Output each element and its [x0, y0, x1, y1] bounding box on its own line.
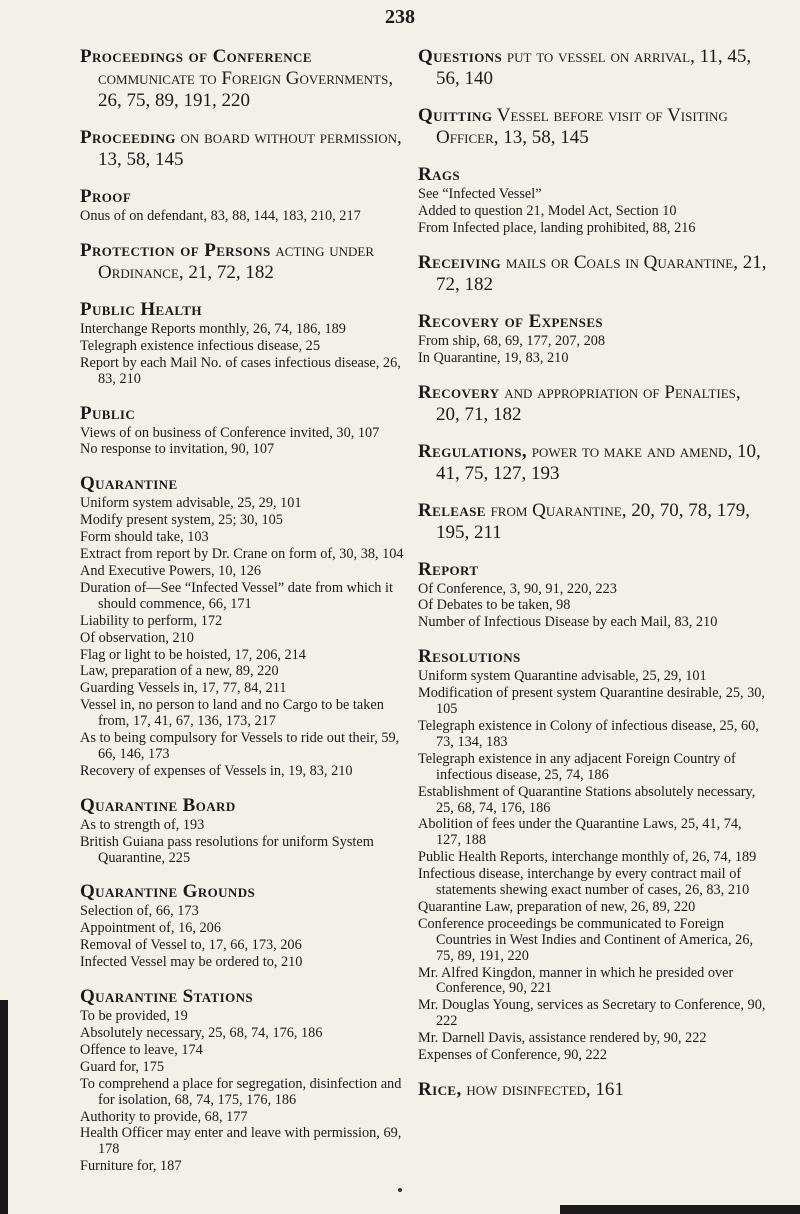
heading-text: and appropriation of Penalties, 20, 71, 182: [436, 381, 741, 425]
sub-entry: Vessel in, no person to land and no Cargo to be taken from, 17, 41, 67, 136, 173, 217: [80, 697, 384, 730]
heading-text: communicate to Foreign Governments, 26, 75, 89, 191, 220: [98, 68, 394, 111]
sub-entry: From ship, 68, 69, 177, 207, 208: [418, 332, 606, 349]
page-number: 238: [385, 6, 415, 28]
heading-text: put to vessel on arrival, 11, 45, 56, 140: [436, 46, 752, 89]
sub-entry: Infected Vessel may be ordered to, 210: [80, 954, 303, 971]
sub-entry: Selection of, 66, 173: [80, 903, 199, 920]
index-entry: [418, 382, 768, 426]
heading-text: Vessel before visit of Visiting Officer, 13, 58, 145: [436, 105, 728, 148]
sub-entry: No response to invitation, 90, 107: [80, 441, 275, 458]
sub-entry: And Executive Powers, 10, 126: [80, 562, 262, 579]
headword: Quarantine Grounds: [80, 881, 256, 903]
index-entry: [80, 240, 405, 284]
sub-entry: Duration of—See “Infected Vessel” date from which it should commence, 66, 171: [80, 579, 393, 612]
index-column-right: [418, 46, 768, 1116]
headword: Regulations,: [418, 440, 527, 462]
index-entry: [418, 559, 768, 632]
sub-entry: Onus of on defendant, 83, 88, 144, 183, 210, 217: [80, 208, 361, 224]
sub-entry: Telegraph existence infectious disease, 25: [80, 337, 320, 354]
entry-heading: [418, 559, 768, 581]
index-entry: [80, 46, 405, 112]
sub-entry: Of Debates to be taken, 98: [418, 597, 571, 614]
sub-entry: As to strength of, 193: [80, 816, 205, 833]
heading-text: from Quarantine, 20, 70, 78, 179, 195, 211: [436, 499, 750, 543]
sub-entry: Added to question 21, Model Act, Section 10: [418, 202, 677, 219]
sub-entry: Mr. Douglas Young, services as Secretary to Conference, 90, 222: [418, 997, 766, 1030]
index-entry: [418, 46, 768, 90]
index-entry: [80, 986, 405, 1175]
index-entry: [80, 795, 405, 867]
headword: Rice,: [418, 1079, 462, 1100]
sub-entry: Public Health Reports, interchange monthly of, 26, 74, 189: [418, 849, 757, 866]
headword: Resolutions: [418, 646, 521, 668]
entry-heading: [418, 311, 768, 333]
entry-heading: [418, 441, 768, 485]
sub-entry: Conference proceedings be communicated to Foreign Countries in West Indies and Continent of America, 26, 75, 89, 191, 220: [418, 915, 754, 964]
entry-heading: [80, 795, 405, 817]
sub-entry: Mr. Alfred Kingdon, manner in which he presided over Conference, 90, 221: [418, 964, 734, 997]
headword: Questions: [418, 46, 503, 67]
sub-entry: Of Conference, 3, 90, 91, 220, 223: [418, 580, 617, 597]
headword: Protection of Persons: [80, 239, 271, 261]
index-entry: [80, 299, 405, 388]
sub-entry: Abolition of fees under the Quarantine Laws, 25, 41, 74, 127, 188: [418, 816, 742, 849]
headword: Rags: [418, 164, 461, 185]
sub-entry: Absolutely necessary, 25, 68, 74, 176, 186: [80, 1025, 323, 1041]
sub-entry: Offence to leave, 174: [80, 1041, 203, 1058]
headword: Quarantine Stations: [80, 986, 254, 1008]
headword: Report: [418, 558, 479, 580]
sub-entry: Infectious disease, interchange by every contract mail of statements shewing exact number of cases, 26, 83, 210: [418, 866, 750, 899]
headword: Proceedings of Conference: [80, 46, 312, 67]
bottom-rule: [560, 1205, 800, 1214]
sub-entry: Expenses of Conference, 90, 222: [418, 1047, 607, 1064]
sub-entry: Modification of present system Quarantine desirable, 25, 30, 105: [418, 685, 766, 718]
index-entry: [418, 441, 768, 485]
index-entry: [80, 403, 405, 459]
headword: Recovery of Expenses: [418, 310, 604, 332]
index-column-left: [80, 46, 405, 1190]
index-entry: [418, 252, 768, 296]
sub-entry: Uniform system advisable, 25, 29, 101: [80, 495, 302, 512]
index-entry: [418, 311, 768, 367]
sub-entry: Guard for, 175: [80, 1058, 164, 1075]
sub-entry: Modify present system, 25; 30, 105: [80, 512, 283, 529]
entry-heading: [418, 646, 768, 668]
sub-entry: To be provided, 19: [80, 1008, 188, 1025]
index-entry: [418, 1079, 768, 1101]
entry-heading: [418, 252, 768, 296]
sub-entry: To comprehend a place for segregation, disinfection and for isolation, 68, 74, 175, 176, 186: [80, 1075, 402, 1108]
sub-entry: Mr. Darnell Davis, assistance rendered by, 90, 222: [418, 1030, 707, 1047]
heading-text: how disinfected, 161: [461, 1079, 624, 1100]
entry-heading: [418, 105, 768, 149]
sub-entry: Authority to provide, 68, 177: [80, 1108, 248, 1125]
sub-entry: As to being compulsory for Vessels to ride out their, 59, 66, 146, 173: [80, 730, 400, 762]
headword: Release: [418, 499, 486, 521]
headword: Recovery: [418, 381, 500, 403]
index-entry: [418, 105, 768, 149]
sub-entry: Law, preparation of a new, 89, 220: [80, 663, 279, 680]
entry-heading: [80, 881, 405, 903]
sub-entry: Uniform system Quarantine advisable, 25, 29, 101: [418, 668, 707, 685]
sub-entry: Recovery of expenses of Vessels in, 19, 83, 210: [80, 762, 353, 779]
entry-heading: [418, 46, 768, 90]
entry-heading: [80, 986, 405, 1008]
index-entry: [418, 646, 768, 1064]
sub-entry: Furniture for, 187: [80, 1158, 182, 1175]
heading-text: acting under Ordinance, 21, 72, 182: [98, 239, 375, 283]
sub-entry: Form should take, 103: [80, 529, 209, 546]
index-entry: [418, 164, 768, 237]
entry-heading: [80, 127, 405, 171]
sub-entry: Of observation, 210: [80, 629, 194, 646]
sub-entry: Health Officer may enter and leave with permission, 69, 178: [80, 1125, 402, 1158]
entry-heading: [418, 1079, 768, 1101]
sub-entry: Removal of Vessel to, 17, 66, 173, 206: [80, 937, 302, 954]
sub-entry: Liability to perform, 172: [80, 612, 223, 629]
entry-heading: [80, 299, 405, 321]
headword: Quarantine: [80, 473, 178, 495]
sub-entry: Number of Infectious Disease by each Mail, 83, 210: [418, 614, 718, 631]
sub-entry: Appointment of, 16, 206: [80, 920, 221, 937]
sub-entry: Telegraph existence in Colony of infectious disease, 25, 60, 73, 134, 183: [418, 717, 759, 750]
heading-text: mails or Coals in Quarantine, 21, 72, 182: [436, 251, 767, 295]
index-entry: [80, 127, 405, 171]
sub-entry: Telegraph existence in any adjacent Foreign Country of infectious disease, 25, 74, 186: [418, 750, 736, 783]
heading-text: on board without permission, 13, 58, 145: [98, 127, 402, 170]
entry-heading: [418, 382, 768, 426]
sub-entry: Report by each Mail No. of cases infectious disease, 26, 83, 210: [80, 354, 401, 387]
index-entry: [418, 500, 768, 544]
sub-entry: Extract from report by Dr. Crane on form of, 30, 38, 104: [80, 546, 404, 563]
sub-entry: Guarding Vessels in, 17, 77, 84, 211: [80, 680, 287, 697]
entry-heading: [80, 46, 405, 112]
headword: Receiving: [418, 251, 502, 273]
scan-edge-mark: [0, 1000, 8, 1214]
headword: Proceeding: [80, 127, 176, 148]
entry-heading: [80, 403, 405, 425]
sub-entry: British Guiana pass resolutions for uniform System Quarantine, 225: [80, 833, 374, 866]
entry-heading: [80, 186, 405, 208]
entry-heading: [80, 240, 405, 284]
sub-entry: Interchange Reports monthly, 26, 74, 186, 189: [80, 320, 346, 337]
scan-dot: [398, 1188, 402, 1192]
index-entry: [80, 473, 405, 779]
sub-entry: Flag or light to be hoisted, 17, 206, 214: [80, 646, 306, 663]
sub-entry: In Quarantine, 19, 83, 210: [418, 349, 569, 366]
index-entry: [80, 881, 405, 971]
headword: Quarantine Board: [80, 794, 236, 816]
entry-heading: [418, 164, 768, 186]
index-entry: [80, 186, 405, 225]
headword: Quitting: [418, 105, 493, 126]
sub-entry: Establishment of Quarantine Stations absolutely necessary, 25, 68, 74, 176, 186: [418, 783, 756, 816]
sub-entry: Quarantine Law, preparation of new, 26, 89, 220: [418, 898, 696, 915]
headword: Public: [80, 402, 136, 424]
sub-entry: Views of on business of Conference invited, 30, 107: [80, 424, 380, 441]
heading-text: power to make and amend, 10, 41, 75, 127, 193: [436, 440, 761, 484]
entry-heading: [80, 473, 405, 495]
sub-entry: See “Infected Vessel”: [418, 186, 542, 202]
headword: Proof: [80, 186, 132, 207]
sub-entry: From Infected place, landing prohibited, 88, 216: [418, 219, 696, 236]
headword: Public Health: [80, 298, 202, 320]
entry-heading: [418, 500, 768, 544]
